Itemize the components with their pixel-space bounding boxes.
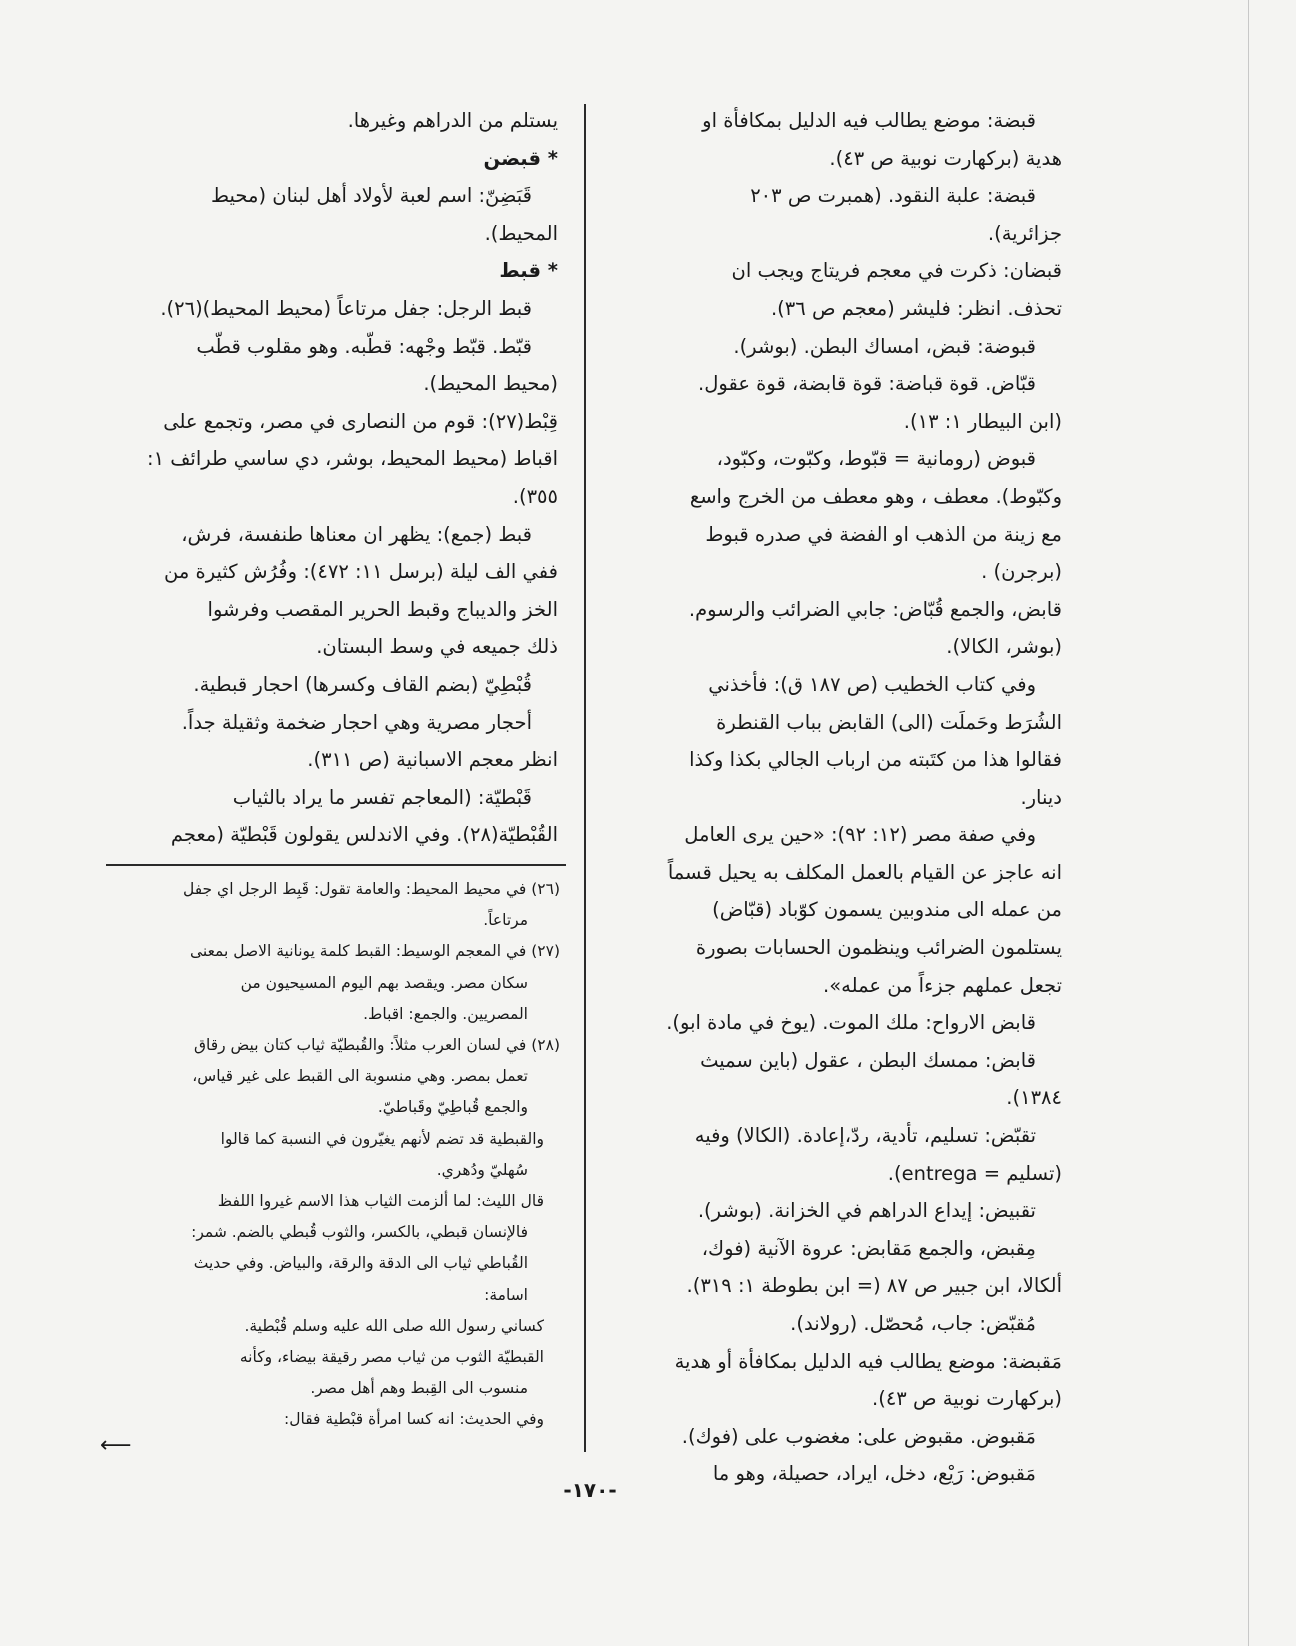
- footnote-line: القُباطي ثياب الى الدقة والرقة، والبياض. وفي حديث: [193, 1254, 528, 1273]
- text-line: مع زينة من الذهب او الفضة في صدره قبوط: [705, 522, 1062, 546]
- text-line: يستلم من الدراهم وغيرها.: [347, 109, 558, 132]
- text-line: الخز والديباج وقبط الحرير المقصب وفرشوا: [207, 597, 558, 621]
- text-line: تجعل عملهم جزءاً من عمله».: [823, 973, 1062, 997]
- footnotes: [108, 874, 560, 1436]
- text-line: ذلك جميعه في وسط البستان.: [316, 635, 558, 659]
- scan-edge-line: [1248, 0, 1249, 1646]
- footnote-line: (٢٧) في المعجم الوسيط: القبط كلمة يونانية الاصل بمعنى: [189, 942, 560, 961]
- footnote-line: كساني رسول الله صلى الله عليه وسلم قُبْطية.: [244, 1316, 544, 1335]
- footnote-line: قال الليث: لما ألزمت الثياب هذا الاسم غيروا اللفظ: [217, 1192, 544, 1211]
- footnote-line: والجمع قُباطِيّ وقَباطيّ.: [377, 1098, 528, 1117]
- text-line: يستلمون الضرائب وينظمون الحسابات بصورة: [695, 936, 1062, 960]
- text-line: قبضة: علبة النقود. (همبرت ص ٢٠٣: [750, 184, 1036, 208]
- text-line: جزائرية).: [987, 221, 1062, 245]
- text-line: * قبضن: [483, 146, 558, 170]
- text-line: قابض، والجمع قُبّاض: جابي الضرائب والرسوم.: [688, 597, 1062, 621]
- text-line: المحيط).: [484, 221, 558, 245]
- text-line: مُقبّض: جاب، مُحصّل. (رولاند).: [790, 1312, 1036, 1335]
- text-line: فقالوا هذا من كتَبته من ارباب الجالي بكذا وكذا: [689, 748, 1062, 772]
- text-line: قِبْط(٢٧): قوم من النصارى في مصر، وتجمع على: [163, 409, 558, 433]
- text-line: قبّط. قبّط وجْهه: قطّبه. وهو مقلوب قطّب: [196, 334, 532, 358]
- text-line: (محيط المحيط).: [423, 372, 558, 396]
- text-line: قَبَضِنّ: اسم لعبة لأولاد أهل لبنان (محيط: [211, 184, 532, 208]
- text-line: قبوض (رومانية = قبّوط، وكبّوت، وكبّود،: [716, 447, 1036, 471]
- text-line: قبط (جمع): يظهر ان معناها طنفسة، فرش،: [181, 522, 532, 546]
- text-line: (برجرن) .: [981, 560, 1062, 584]
- text-line: قابض: ممسك البطن ، عقول (باين سميث: [700, 1048, 1036, 1072]
- footnote-line: فالإنسان قبطي، بالكسر، والثوب قُبطي بالضم. شمر:: [191, 1223, 528, 1242]
- footnote-line: اسامة:: [484, 1285, 528, 1304]
- text-line: تحذف. انظر: فليشر (معجم ص ٣٦).: [770, 296, 1062, 320]
- footnote-line: تعمل بمصر. وهي منسوبة الى القبط على غير قياس،: [192, 1067, 528, 1086]
- footnote-line: سكان مصر. ويقصد بهم اليوم المسيحيون من: [240, 973, 528, 992]
- text-line: انه عاجز عن القيام بالعمل المكلف به يحيل قسماً: [667, 860, 1062, 884]
- footnote-line: (٢٨) في لسان العرب مثلاً: والقُبطيّة ثياب كتان بيض رقاق: [193, 1036, 560, 1055]
- text-line: مَقبوض: رَيْع، دخل، ايراد، حصيلة، وهو ما: [712, 1462, 1036, 1486]
- text-line: قبوضة: قبض، امساك البطن. (بوشر).: [733, 334, 1036, 358]
- text-line: وكبّوط). معطف ، وهو معطف من الخرج واسع: [689, 484, 1062, 508]
- text-line: ٣٥٥).: [512, 484, 558, 508]
- text-line: من عمله الى مندوبين يسمون كوّباد (قبّاض): [712, 898, 1062, 922]
- footnote-line: والقبطية قد تضم لأنهم يغيّرون في النسبة كما قالوا: [220, 1129, 544, 1148]
- continuation-arrow-icon: ⟵: [100, 1433, 132, 1458]
- text-line: (بركهارت نوبية ص ٤٣).: [872, 1387, 1062, 1411]
- text-line: مَقبضة: موضع يطالب فيه الدليل بمكافأة أو هدية: [674, 1349, 1062, 1373]
- right-text-column: [600, 102, 1062, 1493]
- text-line: قبط الرجل: جفل مرتاعاً (محيط المحيط)(٢٦).: [160, 296, 532, 320]
- text-line: وفي كتاب الخطيب (ص ١٨٧ ق): فأخذني: [708, 672, 1036, 696]
- text-line: ١٣٨٤).: [1006, 1086, 1062, 1110]
- text-line: مِقبض، والجمع مَقابض: عروة الآنية (فوك،: [701, 1236, 1036, 1260]
- text-line: وفي صفة مصر (١٢: ٩٢): «حين يرى العامل: [684, 823, 1036, 847]
- text-line: * قبط: [499, 259, 558, 283]
- text-line: تقبّض: تسليم، تأدية، ردّ،إعادة. (الكالا) وفيه: [694, 1124, 1036, 1148]
- text-line: قبضة: موضع يطالب فيه الدليل بمكافأة او: [702, 109, 1036, 132]
- page-number: -١٧٠-: [563, 1478, 617, 1502]
- footnote-line: (٢٦) في محيط المحيط: والعامة تقول: قَبِط الرجل اي جفل: [182, 880, 560, 898]
- text-line: قبّاض. قوة قباضة: قوة قابضة، قوة عقول.: [698, 372, 1036, 396]
- text-line: الشُرَط وحَملَت (الى) القابض بباب القنطرة: [716, 710, 1062, 734]
- footnote-line: وفي الحديث: انه كسا امرأة قبْطية فقال:: [284, 1410, 544, 1429]
- text-line: دينار.: [1020, 785, 1062, 809]
- text-line: (تسليم = entrega).: [887, 1161, 1062, 1185]
- footnote-line: سُهليّ ودُهري.: [436, 1160, 528, 1179]
- text-line: أحجار مصرية وهي احجار ضخمة وثقيلة جداً.: [181, 710, 532, 734]
- text-line: (بوشر، الكالا).: [946, 635, 1062, 659]
- text-line: هدية (بركهارت نوبية ص ٤٣).: [829, 146, 1062, 170]
- footnote-line: مرتاعاً.: [483, 911, 528, 930]
- text-line: القُبْطيّة(٢٨). وفي الاندلس يقولون قَبْطيّة (معجم: [170, 823, 558, 847]
- footnote-line: القبطيّة الثوب من ثياب مصر رقيقة بيضاء، وكأنه: [239, 1348, 544, 1367]
- footnote-line: المصريين. والجمع: اقباط.: [363, 1004, 528, 1023]
- footnote-divider: [106, 864, 566, 866]
- text-line: مَقبوض. مقبوض على: مغضوب على (فوك).: [681, 1424, 1036, 1448]
- text-line: اقباط (محيط المحيط، بوشر، دي ساسي طرائف ١:: [146, 447, 558, 471]
- text-line: تقبيض: إيداع الدراهم في الخزانة. (بوشر).: [697, 1199, 1036, 1223]
- text-line: قبضان: ذكرت في معجم فريتاج ويجب ان: [731, 259, 1062, 283]
- column-divider: [584, 104, 586, 1452]
- text-line: ففي الف ليلة (برسل ١١: ٤٧٢): وفُرُش كثيرة من: [164, 560, 558, 584]
- text-line: قَبْطيّة: (المعاجم تفسر ما يراد بالثياب: [232, 785, 532, 809]
- text-line: قُبْطِيّ (بضم القاف وكسرها) احجار قبطية.: [193, 672, 532, 696]
- text-line: (ابن البيطار ١: ١٣).: [903, 409, 1062, 433]
- text-line: قابض الارواح: ملك الموت. (يوخ في مادة ابو).: [666, 1011, 1036, 1035]
- text-line: انظر معجم الاسبانية (ص ٣١١).: [307, 748, 558, 772]
- left-text-column: [108, 102, 558, 854]
- text-line: ألكالا، ابن جبير ص ٨٧ (= ابن بطوطة ١: ٣١٩).: [686, 1274, 1062, 1298]
- footnote-line: منسوب الى القِبط وهم أهل مصر.: [310, 1379, 528, 1398]
